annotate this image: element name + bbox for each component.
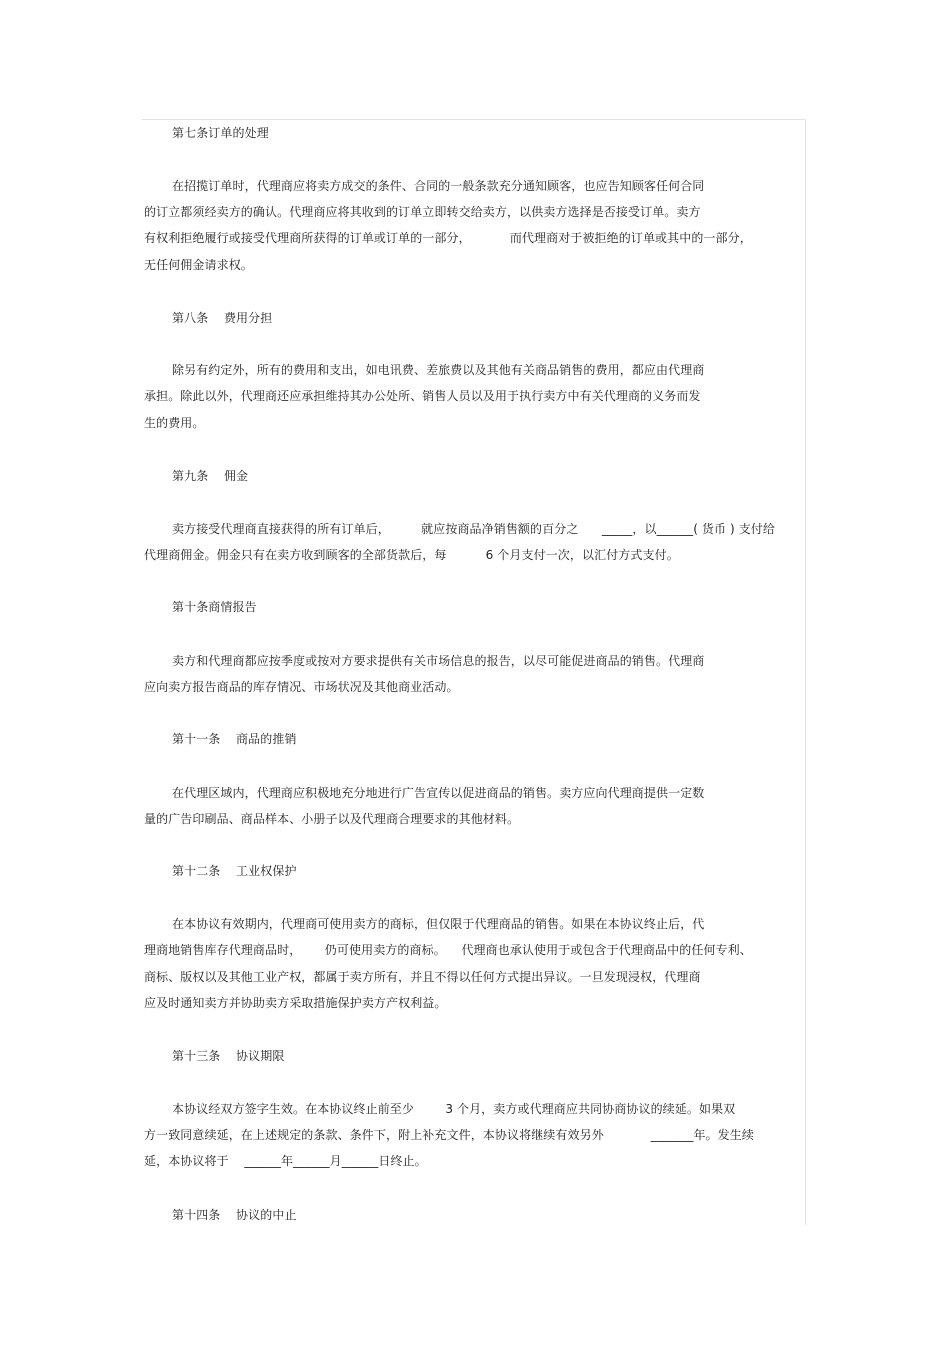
paragraph-line: 生的费用。 bbox=[144, 416, 205, 430]
paragraph-line: 方一致同意续延，在上述规定的条款、条件下，附上补充文件，本协议将继续有效另外 _______年。发生续 bbox=[144, 1128, 754, 1142]
paragraph-line: 的订立都须经卖方的确认。代理商应将其收到的订单立即转交给卖方，以供卖方选择是否接受订单。卖方 bbox=[144, 205, 701, 219]
heading-article-10: 第十条商情报告 bbox=[172, 600, 257, 614]
heading-article-8: 第八条 费用分担 bbox=[172, 311, 273, 325]
paragraph-line: 量的广告印刷品、商品样本、小册子以及代理商合理要求的其他材料。 bbox=[144, 812, 520, 826]
paragraph-line: 本协议经双方签字生效。在本协议终止前至少 3 个月，卖方或代理商应共同协商协议的续延。如果双 bbox=[172, 1102, 736, 1116]
heading-article-9: 第九条 佣金 bbox=[172, 469, 249, 483]
heading-article-12: 第十二条 工业权保护 bbox=[172, 864, 297, 878]
heading-article-13: 第十三条 协议期限 bbox=[172, 1049, 285, 1063]
heading-article-14: 第十四条 协议的中止 bbox=[172, 1208, 297, 1222]
paragraph-line: 应及时通知卖方并协助卖方采取措施保护卖方产权利益。 bbox=[144, 996, 447, 1010]
paragraph-line: 在招揽订单时，代理商应将卖方成交的条件、合同的一般条款充分通知顾客，也应告知顾客任何合同 bbox=[172, 179, 705, 193]
paragraph-line: 延，本协议将于 ______年______月______日终止。 bbox=[144, 1154, 427, 1168]
paragraph-line: 无任何佣金请求权。 bbox=[144, 258, 253, 272]
paragraph-line: 承担。除此以外，代理商还应承担维持其办公处所、销售人员以及用于执行卖方中有关代理商的义务而发 bbox=[144, 389, 701, 403]
paragraph-line: 代理商佣金。佣金只有在卖方收到顾客的全部货款后，每 6 个月支付一次，以汇付方式支付。 bbox=[144, 548, 679, 562]
paragraph-line: 有权利拒绝履行或接受代理商所获得的订单或订单的一部分， 而代理商对于被拒绝的订单或其中的一部分， bbox=[144, 231, 752, 245]
heading-article-11: 第十一条 商品的推销 bbox=[172, 732, 297, 746]
paragraph-line: 商标、版权以及其他工业产权，都属于卖方所有，并且不得以任何方式提出异议。一旦发现浸权，代理商 bbox=[144, 970, 701, 984]
paragraph-line: 理商地销售库存代理商品时， 仍可使用卖方的商标。 代理商也承认使用于或包含于代理商品中的任何专利、 bbox=[144, 943, 752, 957]
paragraph-line: 应向卖方报告商品的库存情况、市场状况及其他商业活动。 bbox=[144, 680, 459, 694]
paragraph-line: 除另有约定外，所有的费用和支出，如电讯费、差旅费以及其他有关商品销售的费用，都应由代理商 bbox=[172, 363, 705, 377]
heading-article-7: 第七条订单的处理 bbox=[172, 126, 269, 140]
paragraph-line: 在代理区域内，代理商应积极地充分地进行广告宣传以促进商品的销售。卖方应向代理商提供一定数 bbox=[172, 786, 705, 800]
paragraph-line: 在本协议有效期内，代理商可使用卖方的商标，但仅限于代理商品的销售。如果在本协议终止后，代 bbox=[172, 917, 705, 931]
paragraph-line: 卖方接受代理商直接获得的所有订单后， 就应按商品净销售额的百分之 _____，以______( 货币 ) 支付给 bbox=[172, 522, 776, 536]
paragraph-line: 卖方和代理商都应按季度或按对方要求提供有关市场信息的报告，以尽可能促进商品的销售。代理商 bbox=[172, 654, 705, 668]
